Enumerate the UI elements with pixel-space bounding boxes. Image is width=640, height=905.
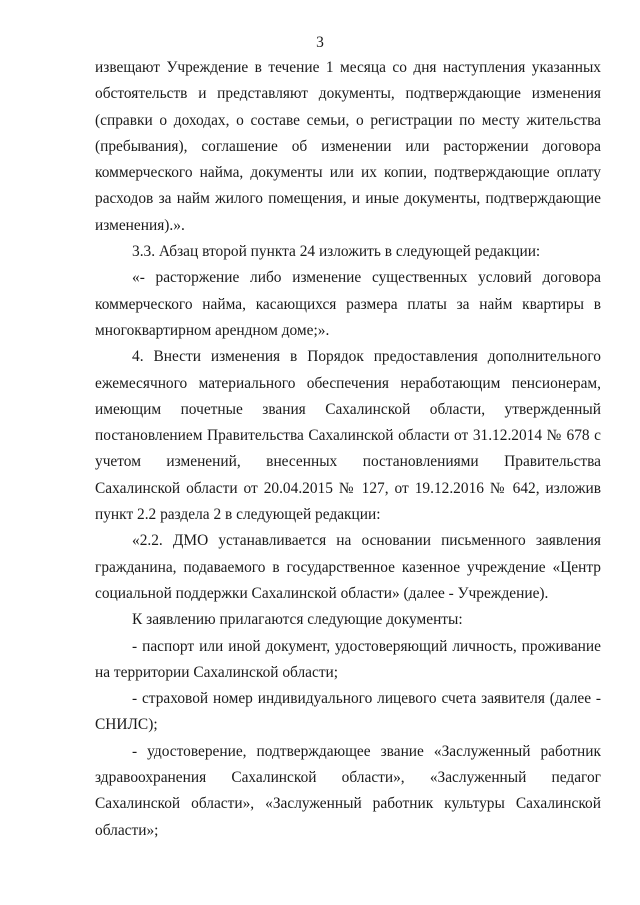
list-item-snils: - страховой номер индивидуального лицевого счета заявителя (далее - СНИЛС); — [95, 690, 601, 734]
page-number: 3 — [316, 34, 324, 51]
list-item-certificate: - удостоверение, подтверждающее звание «Заслуженный работник здравоохранения Сахалинской области», «Заслуженный педагог Сахалинской области», «Заслуженный работник культуры Сахалинской области»; — [95, 742, 601, 839]
list-item-passport: - паспорт или иной документ, удостоверяющий личность, проживание на территории Сахалинской области; — [95, 637, 601, 681]
paragraph-3-3-heading: 3.3. Абзац второй пункта 24 изложить в следующей редакции: — [132, 243, 541, 261]
paragraph-documents-intro: К заявлению прилагаются следующие документы: — [132, 611, 463, 629]
paragraph-notification-obligation: извещают Учреждение в течение 1 месяца со дня наступления указанных обстоятельств и представляют документы, подтверждающие изменения (справки о доходах, о составе семьи, о регистрации по месту жительства (пребывания), соглашение об изменении или расторжении договора коммерческого найма, документы или их копии, подтверждающие оплату расходов за найм жилого помещения, и иные документы, подтверждающие изменения).». — [95, 59, 601, 234]
document-body — [95, 55, 601, 844]
paragraph-4-amendments: 4. Внести изменения в Порядок предоставления дополнительного ежемесячного материального обеспечения неработающим пенсионерам, имеющим почетные звания Сахалинской области, утвержденный постановлением Правительства Сахалинской области от 31.12.2014 № 678 с учетом изменений, внесенных постановлениями Правительства Сахалинской области от 20.04.2015 № 127, от 19.12.2016 № 642, изложив пункт 2.2 раздела 2 в следующей редакции: — [95, 348, 601, 524]
paragraph-2-2-dmo: «2.2. ДМО устанавливается на основании письменного заявления гражданина, подаваемого в государственное казенное учреждение «Центр социальной поддержки Сахалинской области» (далее - Учреждение). — [95, 532, 601, 602]
paragraph-contract-termination: «- расторжение либо изменение существенных условий договора коммерческого найма, касающихся размера платы за найм квартиры в многоквартирном арендном доме;». — [95, 269, 601, 339]
